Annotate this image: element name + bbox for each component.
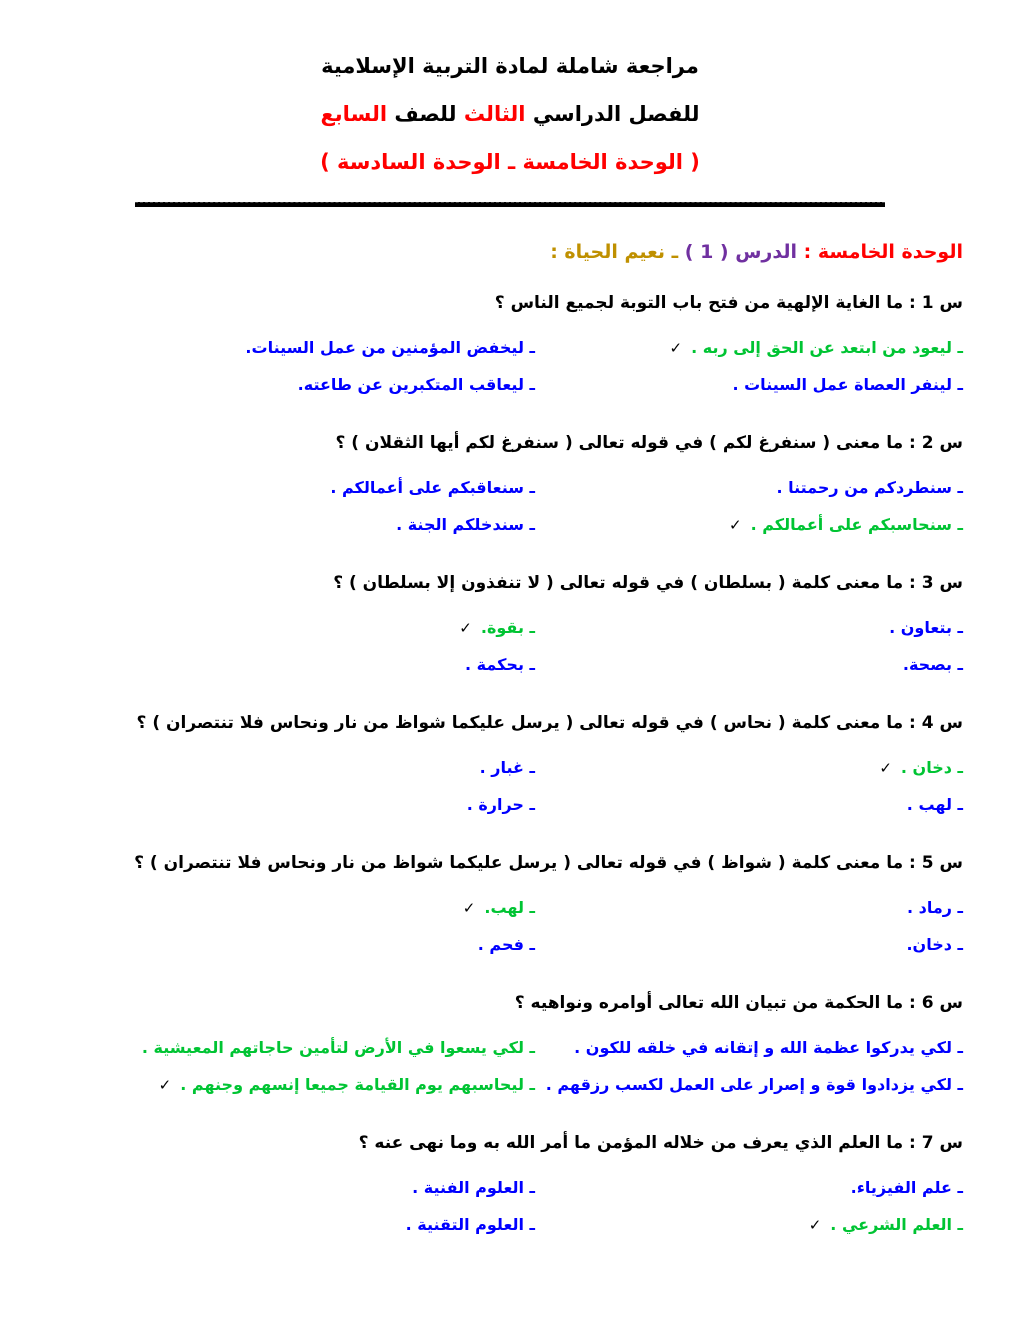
answer-option [535, 646, 963, 683]
answer-option [535, 749, 963, 786]
answer-option [535, 889, 963, 926]
lesson-title: ـ نعيم الحياة : [550, 241, 679, 263]
option-text: ـ علم الفيزياء. [850, 1178, 963, 1197]
option-text: ـ ليحاسبهم يوم القيامة جميعا إنسهم وجنهم . [180, 1075, 535, 1094]
worksheet-content [0, 241, 1020, 1243]
question-text: س 6 : ما الحكمة من تبيان الله تعالى أوامره ونواهيه ؟ [514, 993, 963, 1013]
option-text: ـ بحكمة . [465, 655, 535, 674]
option-text: ـ سندخلكم الجنة . [396, 515, 535, 534]
answer-option [535, 1206, 963, 1243]
answer-option [30, 1029, 535, 1066]
answer-option [30, 506, 535, 543]
checkmark-icon: ✓ [729, 516, 742, 534]
option-text: ـ لهب. [484, 898, 535, 917]
question-text: س 3 : ما معنى كلمة ( بسلطان ) في قوله تعالى ( لا تنفذون إلا بسلطان ) ؟ [333, 573, 963, 593]
options-grid [30, 1169, 963, 1243]
option-text: ـ غبار . [479, 758, 535, 777]
question-block [30, 291, 963, 403]
checkmark-icon: ✓ [462, 899, 476, 917]
title-line-2-part: للصف [394, 102, 457, 126]
checkmark-icon: ✓ [459, 619, 472, 637]
option-text: ـ لكي يسعوا في الأرض لتأمين حاجاتهم المعيشية . [141, 1038, 535, 1057]
options-grid [30, 749, 963, 823]
option-text: ـ دخان . [900, 758, 963, 777]
checkmark-icon: ✓ [879, 759, 892, 777]
answer-option [30, 609, 535, 646]
option-text: ـ بصحة. [902, 655, 963, 674]
options-grid [30, 1029, 963, 1103]
questions-list [30, 291, 963, 1243]
option-text: ـ العلوم التقنية . [405, 1215, 535, 1234]
option-text: ـ العلوم الفنية . [412, 1178, 535, 1197]
answer-option [30, 366, 535, 403]
option-text: ـ ليخفض المؤمنين من عمل السينات. [245, 338, 535, 357]
unit-label: الوحدة الخامسة : [803, 241, 963, 263]
answer-option [30, 1206, 535, 1243]
document-header [0, 0, 1020, 176]
question-text: س 4 : ما معنى كلمة ( نحاس ) في قوله تعالى ( يرسل عليكما شواظ من نار ونحاس فلا تنتصران ) ؟ [136, 713, 963, 733]
checkmark-icon: ✓ [808, 1216, 822, 1234]
question-block [30, 1131, 963, 1243]
option-text: ـ سنحاسبكم على أعمالكم . [750, 515, 963, 534]
options-grid [30, 889, 963, 963]
question-block [30, 431, 963, 543]
answer-option [30, 786, 535, 823]
option-text: ـ دخان. [906, 935, 963, 954]
option-text: ـ سنعاقبكم على أعمالكم . [330, 478, 535, 497]
option-text: ـ لكي يزدادوا قوة و إصرار على العمل لكسب رزقهم . [545, 1075, 963, 1094]
option-text: ـ سنطردكم من رحمتنا . [776, 478, 963, 497]
section-header [30, 241, 963, 263]
answer-option [30, 889, 535, 926]
answer-option [30, 749, 535, 786]
title-line-2-part: السابع [320, 102, 388, 126]
option-text: ـ فحم . [477, 935, 535, 954]
answer-option [535, 609, 963, 646]
question-block [30, 571, 963, 683]
title-line-2 [0, 100, 1020, 128]
options-grid [30, 469, 963, 543]
answer-option [535, 506, 963, 543]
options-grid [30, 329, 963, 403]
title-line-2-part: للفصل الدراسي [532, 102, 700, 126]
answer-option [535, 786, 963, 823]
option-text: ـ ليعاقب المتكبرين عن طاعته. [297, 375, 535, 394]
answer-option [535, 329, 963, 366]
answer-option [30, 926, 535, 963]
divider-line [135, 202, 885, 207]
answer-option [30, 646, 535, 683]
question-block [30, 711, 963, 823]
option-text: ـ لهب . [906, 795, 963, 814]
answer-option [535, 1029, 963, 1066]
lesson-label: الدرس ( 1 ) [684, 241, 797, 263]
checkmark-icon: ✓ [669, 339, 683, 357]
title-line-2-part: الثالث [463, 102, 526, 126]
answer-option [30, 469, 535, 506]
option-text: ـ حرارة . [466, 795, 535, 814]
question-text: س 2 : ما معنى ( سنفرغ لكم ) في قوله تعالى ( سنفرغ لكم أيها الثقلان ) ؟ [335, 433, 963, 453]
option-text: ـ لكي يدركوا عظمة الله و إتقانه في خلقه للكون . [574, 1038, 963, 1057]
title-line-3: ( الوحدة الخامسة ـ الوحدة السادسة ) [320, 150, 700, 174]
answer-option [535, 1066, 963, 1103]
question-text: س 1 : ما الغاية الإلهية من فتح باب التوبة لجميع الناس ؟ [494, 293, 963, 313]
question-block [30, 991, 963, 1103]
answer-option [30, 1169, 535, 1206]
option-text: ـ بقوة. [480, 618, 535, 637]
option-text: ـ لينفر العصاة عمل السينات . [732, 375, 963, 394]
option-text: ـ بتعاون . [889, 618, 963, 637]
answer-option [535, 366, 963, 403]
question-text: س 7 : ما العلم الذي يعرف من خلاله المؤمن ما أمر الله به وما نهى عنه ؟ [358, 1133, 963, 1153]
checkmark-icon: ✓ [158, 1076, 172, 1094]
answer-option [535, 1169, 963, 1206]
option-text: ـ العلم الشرعي . [830, 1215, 963, 1234]
answer-option [30, 1066, 535, 1103]
question-block [30, 851, 963, 963]
options-grid [30, 609, 963, 683]
question-text: س 5 : ما معنى كلمة ( شواظ ) في قوله تعالى ( يرسل عليكما شواظ من نار ونحاس فلا تنتصران ) ؟ [134, 853, 963, 873]
option-text: ـ رماد . [906, 898, 963, 917]
title-line-1: مراجعة شاملة لمادة التربية الإسلامية [321, 54, 699, 78]
answer-option [535, 926, 963, 963]
answer-option [30, 329, 535, 366]
answer-option [535, 469, 963, 506]
option-text: ـ ليعود من ابتعد عن الحق إلى ربه . [691, 338, 963, 357]
